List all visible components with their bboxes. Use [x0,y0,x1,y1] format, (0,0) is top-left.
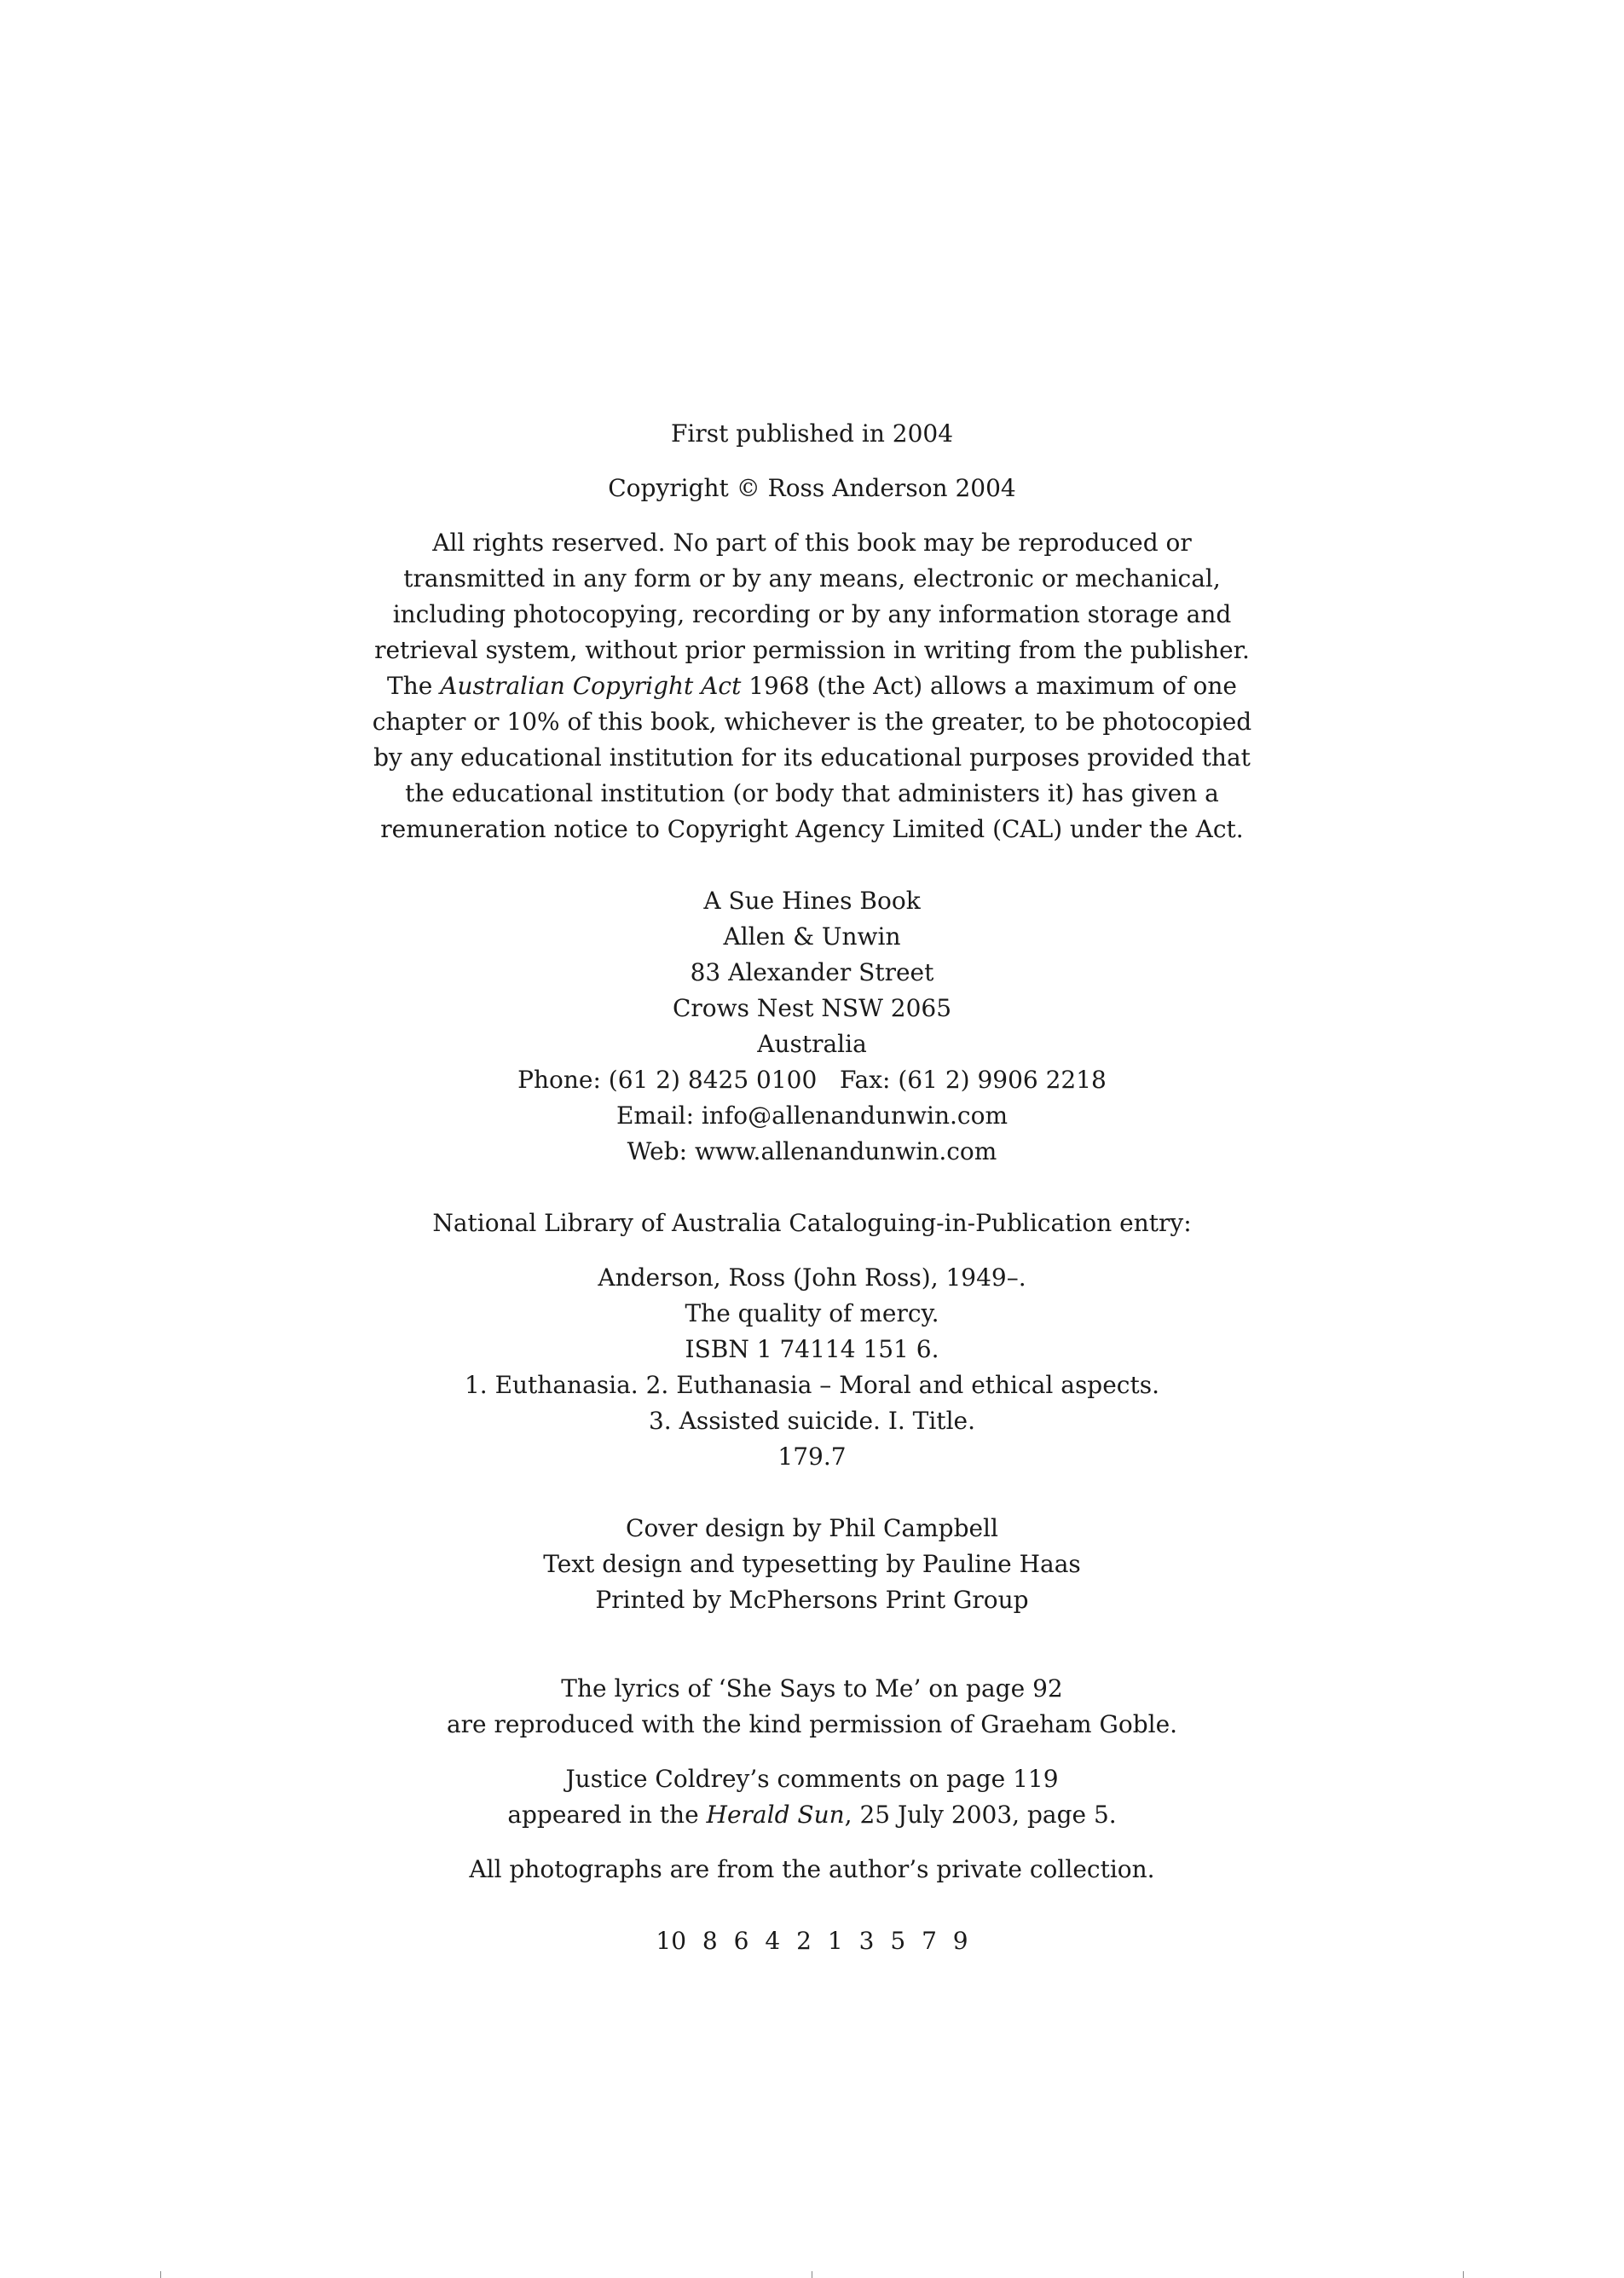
cip-line: The quality of mercy. [685,1299,939,1327]
publisher-city: Crows Nest NSW 2065 [672,994,952,1022]
justice-comments-line1: Justice Coldrey’s comments on page 119 [565,1765,1059,1793]
print-number: 8 [702,1927,718,1955]
cip-line: 3. Assisted suicide. I. Title. [648,1407,975,1435]
printer-credit: Printed by McPhersons Print Group [595,1586,1029,1614]
first-published: First published in 2004 [670,419,954,448]
print-number: 10 [656,1927,687,1955]
permissions [362,1671,1262,1888]
publisher-street: 83 Alexander Street [690,958,934,986]
publisher-email: Email: info@allenandunwin.com [616,1101,1008,1130]
print-number: 2 [796,1927,812,1955]
cip-line: Anderson, Ross (John Ross), 1949–. [598,1263,1026,1292]
rights-act-title: Australian Copyright Act [440,672,742,700]
cover-credit: Cover design by Phil Campbell [626,1514,998,1542]
cip-line: ISBN 1 74114 151 6. [685,1335,939,1363]
lyrics-permission-line1: The lyrics of ‘She Says to Me’ on page 92 [561,1674,1063,1703]
justice-comments-line2 [362,1797,1262,1833]
rights-statement [362,525,1262,847]
text-design-credit: Text design and typesetting by Pauline Haas [543,1550,1081,1578]
print-number: 5 [890,1927,906,1955]
print-line [362,1923,1262,1959]
publisher-web: Web: www.allenandunwin.com [627,1137,997,1165]
rights-part2: 1968 (the Act) allows a maximum of one chapter or 10% of this book, whichever is the greater, to be photocopied by any educational institution for its educational purposes provided that the educational institution (or body that administers it) has given a remuneration notice to Copyright Agency Limited (CAL) under the Act. [372,672,1252,843]
imprint-block [362,416,1262,1959]
cip-entry [362,1260,1262,1475]
photographs-note: All photographs are from the author’s private collection. [469,1855,1155,1883]
print-number: 9 [952,1927,968,1955]
publisher-phone: Phone: (61 2) 8425 0100 [517,1066,818,1094]
print-number: 7 [922,1927,937,1955]
lyrics-permission-line2: are reproduced with the kind permission of Graeham Goble. [446,1710,1178,1738]
justice-line2-pre: appeared in the [507,1801,707,1829]
publisher-country: Australia [757,1030,867,1058]
cip-line: 179.7 [777,1443,847,1471]
newspaper-title: Herald Sun [706,1801,845,1829]
copyright-line: Copyright © Ross Anderson 2004 [608,474,1016,502]
publisher-address [362,883,1262,1170]
publisher-contact-numbers [362,1062,1262,1098]
print-number: 1 [827,1927,843,1955]
crop-mark [1463,2271,1464,2278]
cip-line: 1. Euthanasia. 2. Euthanasia – Moral and ethical aspects. [464,1371,1160,1399]
publisher-name: Allen & Unwin [723,922,901,951]
production-credits [362,1511,1262,1618]
cip-heading: National Library of Australia Cataloguing-in-Publication entry: [432,1209,1192,1237]
print-number: 4 [765,1927,781,1955]
imprint-line: A Sue Hines Book [703,887,921,915]
justice-line2-post: , 25 July 2003, page 5. [844,1801,1117,1829]
crop-mark [160,2271,161,2278]
publisher-fax: Fax: (61 2) 9906 2218 [840,1066,1107,1094]
print-number: 3 [858,1927,875,1955]
rights-part1: All rights reserved. No part of this book may be reproduced or transmitted in any form or by any means, electronic or mechanical, including photocopying, recording or by any information storage and retrieval system, without prior permission in writing from the publisher. The [374,529,1250,700]
print-number: 6 [733,1927,749,1955]
